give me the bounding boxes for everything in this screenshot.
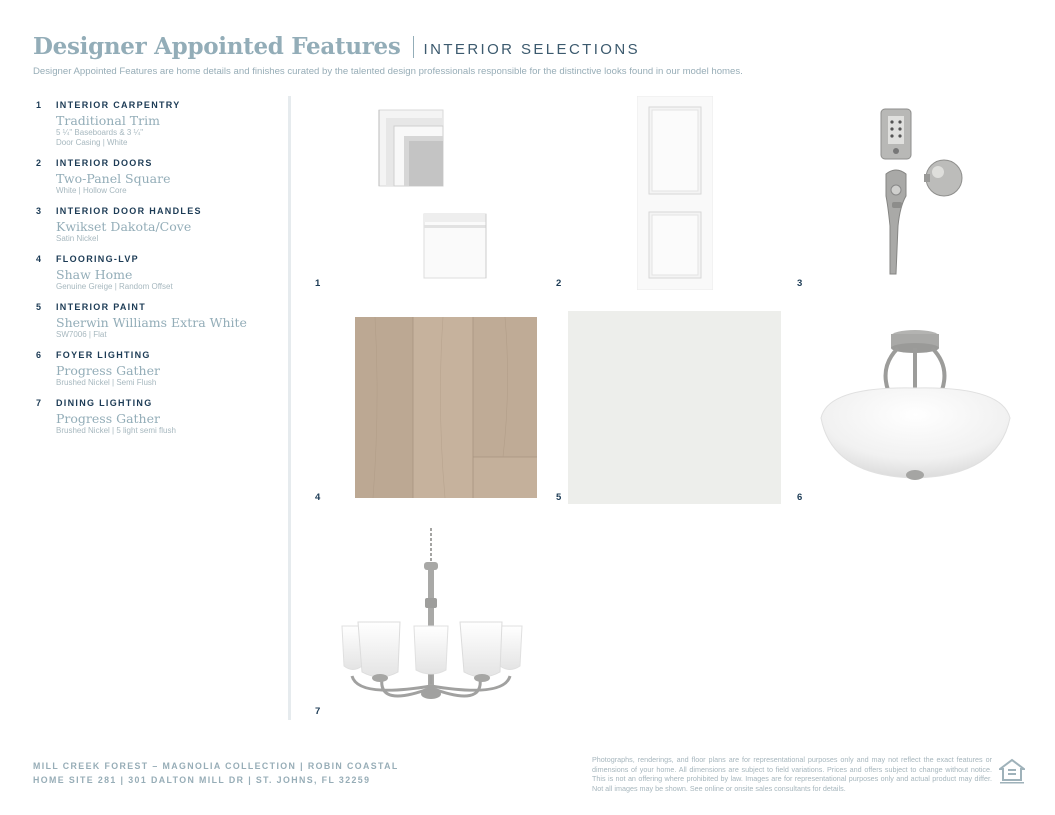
feature-category: INTERIOR CARPENTRY	[56, 100, 181, 110]
feature-detail: Satin Nickel	[56, 234, 99, 243]
feature-category: FLOORING-LVP	[56, 254, 139, 264]
feature-name: Traditional Trim	[56, 113, 160, 128]
trim-image	[376, 108, 491, 280]
feature-category: INTERIOR DOORS	[56, 158, 153, 168]
title-row	[33, 33, 1023, 60]
feature-name: Progress Gather	[56, 363, 160, 378]
image-number: 3	[797, 278, 803, 289]
page-subtitle: INTERIOR SELECTIONS	[423, 41, 641, 58]
image-number: 1	[315, 278, 321, 289]
feature-detail: Brushed Nickel | Semi Flush	[56, 378, 157, 387]
address-line: HOME SITE 281 | 301 DALTON MILL DR | ST. JOHNS, FL 32259	[33, 775, 371, 785]
paint-swatch	[568, 311, 781, 504]
feature-detail: SW7006 | Flat	[56, 330, 107, 339]
feature-number: 3	[36, 206, 43, 216]
feature-category: INTERIOR PAINT	[56, 302, 147, 312]
feature-item	[36, 302, 276, 340]
image-number: 7	[315, 706, 321, 717]
image-number: 5	[556, 492, 562, 503]
equal-housing-opportunity-icon	[999, 758, 1025, 784]
title-divider	[413, 36, 414, 58]
feature-item	[36, 100, 276, 148]
image-number: 6	[797, 492, 803, 503]
page-header	[33, 33, 1023, 77]
foyer-light-image	[818, 326, 1018, 486]
column-divider	[288, 96, 291, 720]
feature-item	[36, 206, 276, 244]
page-title: Designer Appointed Features	[33, 33, 401, 60]
feature-detail: Brushed Nickel | 5 light semi flush	[56, 426, 176, 435]
feature-detail: 5 ¼" Baseboards & 3 ¼"	[56, 128, 144, 137]
feature-number: 1	[36, 100, 43, 110]
feature-name: Progress Gather	[56, 411, 160, 426]
feature-item	[36, 350, 276, 388]
feature-number: 2	[36, 158, 43, 168]
feature-number: 4	[36, 254, 43, 264]
image-number: 2	[556, 278, 562, 289]
image-number: 4	[315, 492, 321, 503]
feature-name: Kwikset Dakota/Cove	[56, 219, 192, 234]
feature-item	[36, 254, 276, 292]
intro-text: Designer Appointed Features are home details and finishes curated by the talented design professionals responsible for the distinctive looks found in our model homes.	[33, 66, 743, 77]
feature-item	[36, 158, 276, 196]
feature-detail: White | Hollow Core	[56, 186, 127, 195]
feature-name: Sherwin Williams Extra White	[56, 315, 247, 330]
feature-detail: Door Casing | White	[56, 138, 128, 147]
feature-category: FOYER LIGHTING	[56, 350, 151, 360]
door-handle-image	[876, 106, 968, 282]
feature-detail: Genuine Greige | Random Offset	[56, 282, 173, 291]
feature-number: 6	[36, 350, 43, 360]
dining-light-image	[338, 528, 528, 714]
feature-list	[36, 100, 276, 446]
feature-category: DINING LIGHTING	[56, 398, 153, 408]
flooring-swatch	[355, 317, 537, 498]
feature-category: INTERIOR DOOR HANDLES	[56, 206, 202, 216]
feature-number: 5	[36, 302, 43, 312]
feature-name: Shaw Home	[56, 267, 133, 282]
door-image	[637, 96, 713, 290]
community-line: MILL CREEK FOREST – MAGNOLIA COLLECTION | ROBIN COASTAL	[33, 761, 399, 771]
community-info	[33, 759, 399, 787]
disclaimer: Photographs, renderings, and floor plans are for representational purposes only and may not reflect the exact features or dimensions of your home. All dimensions are subject to field variations. Prices and offers subject to change without notice. This is not an offering where prohibited by law. Images are for representational purposes only and actual product may differ. Not all images may be shown. See online or onsite sales consultants for details.	[592, 755, 992, 793]
feature-number: 7	[36, 398, 43, 408]
feature-name: Two-Panel Square	[56, 171, 171, 186]
feature-item	[36, 398, 276, 436]
